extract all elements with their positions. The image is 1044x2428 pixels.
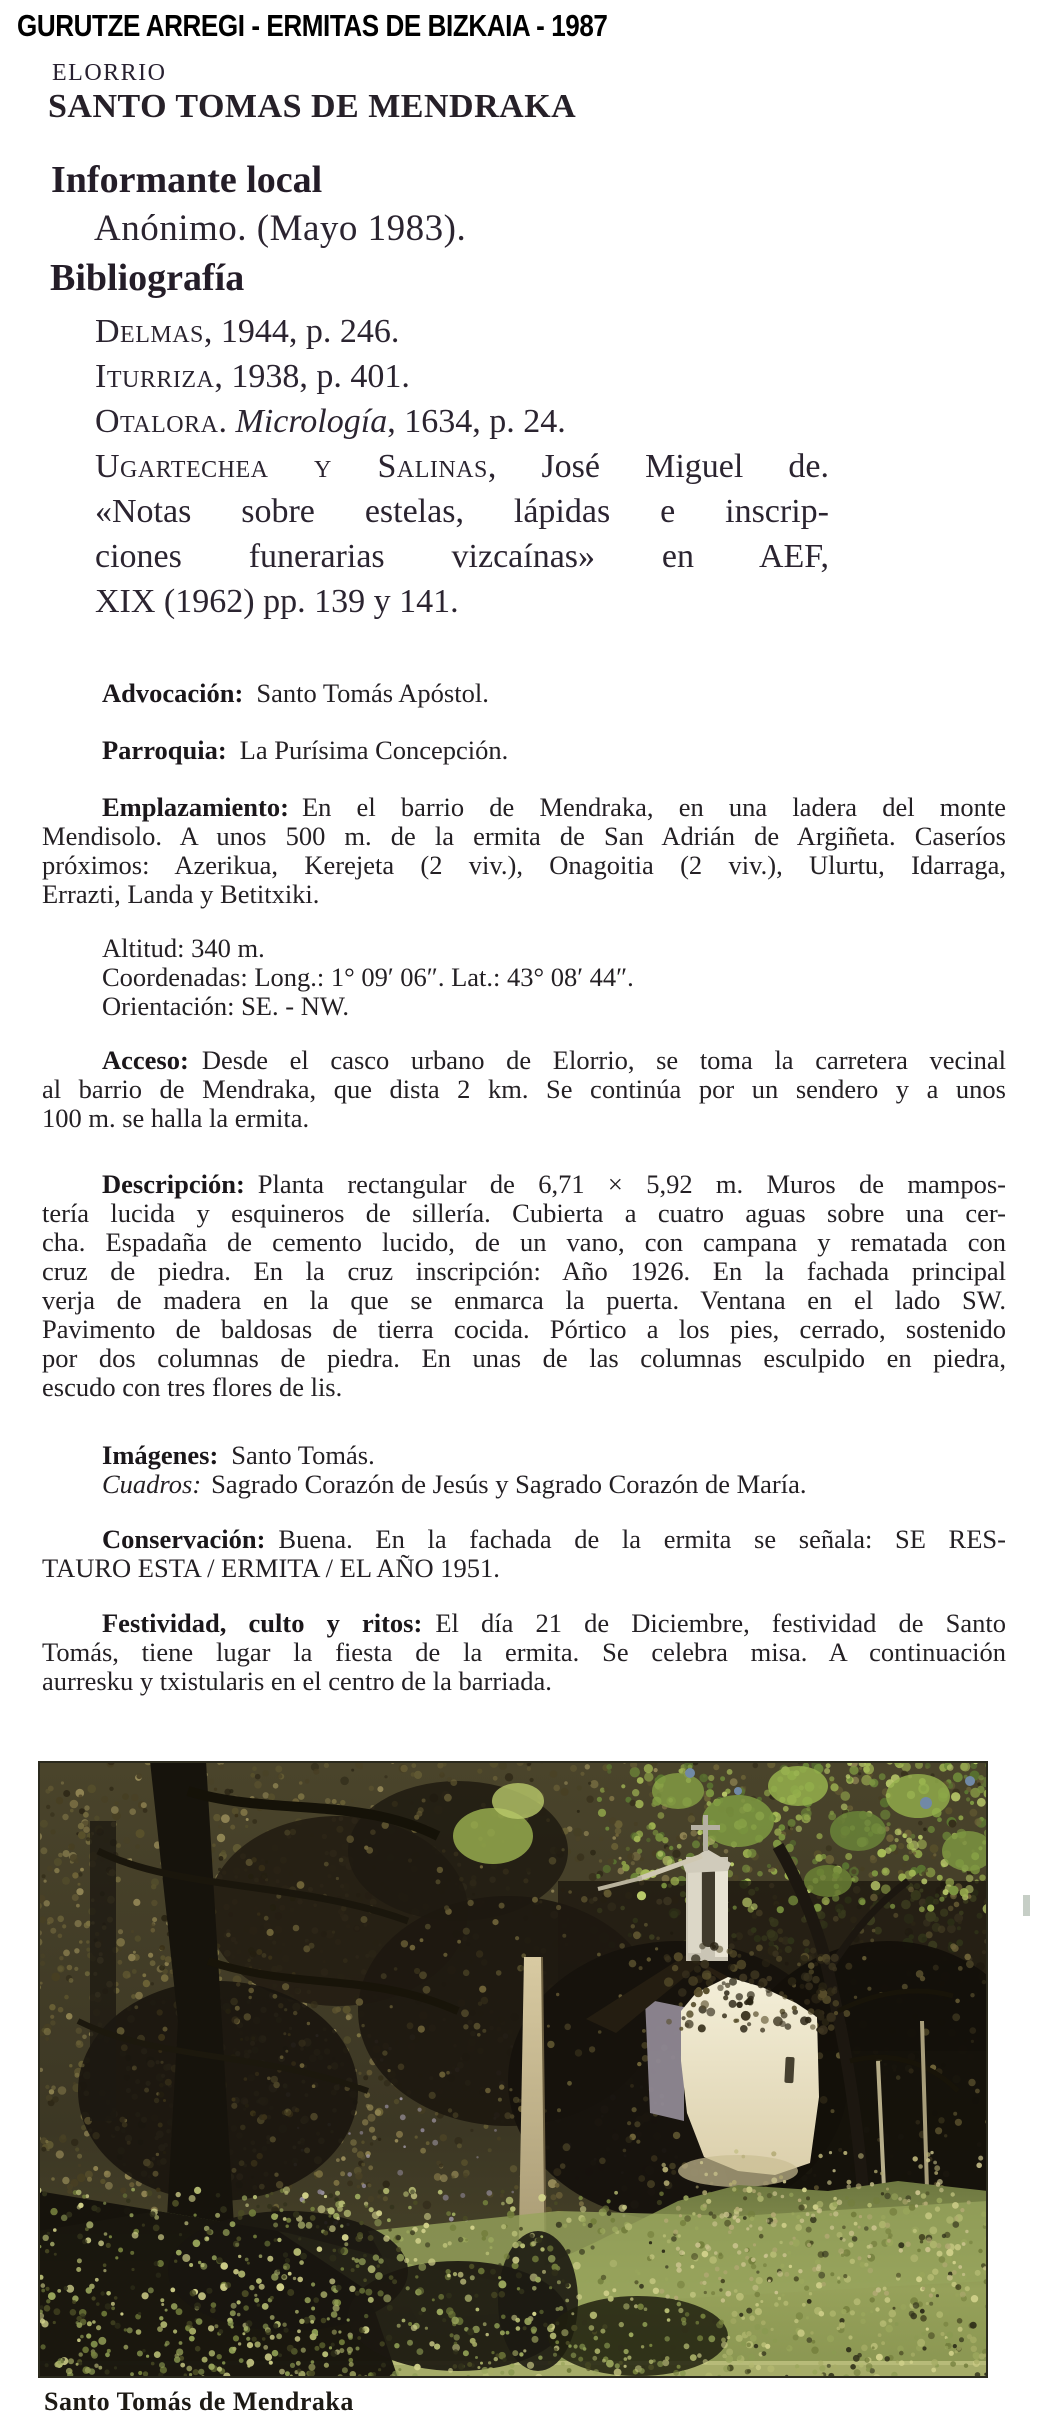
biblio-entry: Otalora. Micrología, 1634, p. 24. (95, 403, 566, 440)
descripcion-paragraph: Descripción: Planta rectangular de 6,71 × 5,92 m. Muros de mampos- tería lucida y esquineros de sillería. Cubierta a cuatro aguas sobre una cer- cha. Espadaña de cemento lucido, de un vano, con campana y rematada con cruz de piedra. En la cruz inscripción: Año 1926. En la fachada principal verja de madera en la que se enmarca la puerta. Ventana en el lado SW. Pavimento de baldosas de tierra cocida. Pórtico a los pies, cerrado, sostenido por dos columnas de piedra. En unas de las columnas esculpido en piedra, escudo con tres flores de lis. (42, 1170, 1006, 1402)
altitud-line: Altitud: 340 m. (102, 934, 265, 963)
parroquia-paragraph: Parroquia: La Purísima Concepción. (102, 736, 509, 765)
ermita-photo-illustration (38, 1761, 988, 2378)
biblio-entry-wrap: ciones funerarias vizcaínas» en AEF, (95, 538, 829, 575)
acceso-paragraph: Acceso: Desde el casco urbano de Elorrio, se toma la carretera vecinal al barrio de Mendraka, que dista 2 km. Se continúa por un sendero y a unos 100 m. se halla la ermita. (42, 1046, 1006, 1133)
biblio-entry-wrap: XIX (1962) pp. 139 y 141. (95, 583, 459, 620)
biblio-entry-wrap: «Notas sobre estelas, lápidas e inscrip- (95, 493, 829, 530)
orientacion-line: Orientación: SE. - NW. (102, 992, 350, 1021)
bibliografia-heading: Bibliografía (50, 257, 245, 299)
biblio-entry: Iturriza, 1938, p. 401. (95, 358, 410, 395)
emplazamiento-paragraph: Emplazamiento: En el barrio de Mendraka, en una ladera del monte Mendisolo. A unos 500 m. de la ermita de San Adrián de Argiñeta. Caseríos próximos: Azerikua, Kerejeta (2 viv.), Onagoitia (2 viv.), Ulurtu, Idarraga, Errazti, Landa y Betitxiki. (42, 793, 1006, 909)
chapel-shaded-wall (645, 1999, 684, 2121)
datos-block (42, 934, 1006, 1021)
conservacion-paragraph: Conservación: Buena. En la fachada de la ermita se señala: SE RES- TAURO ESTA / ERMITA / EL AÑO 1951. (42, 1525, 1006, 1583)
festividad-paragraph: Festividad, culto y ritos: El día 21 de Diciembre, festividad de Santo Tomás, tiene lugar la fiesta de la ermita. Se celebra misa. A continuación aurresku y txistularis en el centro de la barriada. (42, 1609, 1006, 1696)
coordenadas-line: Coordenadas: Long.: 1° 09′ 06″. Lat.: 43° 08′ 44″. (102, 963, 634, 992)
bibliografia-list (95, 309, 829, 624)
biblio-entry: Delmas, 1944, p. 246. (95, 313, 400, 350)
imagenes-paragraph: Imágenes: Santo Tomás. Cuadros: Sagrado Corazón de Jesús y Sagrado Corazón de María. (102, 1441, 807, 1499)
page-annotation-title: GURUTZE ARREGI - ERMITAS DE BIZKAIA - 1987 (17, 8, 608, 43)
scan-artifact-tick (1023, 1895, 1030, 1916)
chapel-window (784, 2057, 794, 2083)
informante-body: Anónimo. (Mayo 1983). (94, 208, 467, 249)
informante-heading: Informante local (51, 159, 323, 201)
advocacion-paragraph: Advocación: Santo Tomás Apóstol. (102, 679, 489, 708)
town-heading: ELORRIO (52, 60, 167, 86)
photo-caption: Santo Tomás de Mendraka (44, 2387, 354, 2416)
bell-gable (683, 1849, 731, 1961)
ermita-photo (38, 1761, 988, 2378)
biblio-entry: Ugartechea y Salinas, José Miguel de. (95, 448, 829, 485)
page-title: SANTO TOMAS DE MENDRAKA (48, 88, 577, 125)
